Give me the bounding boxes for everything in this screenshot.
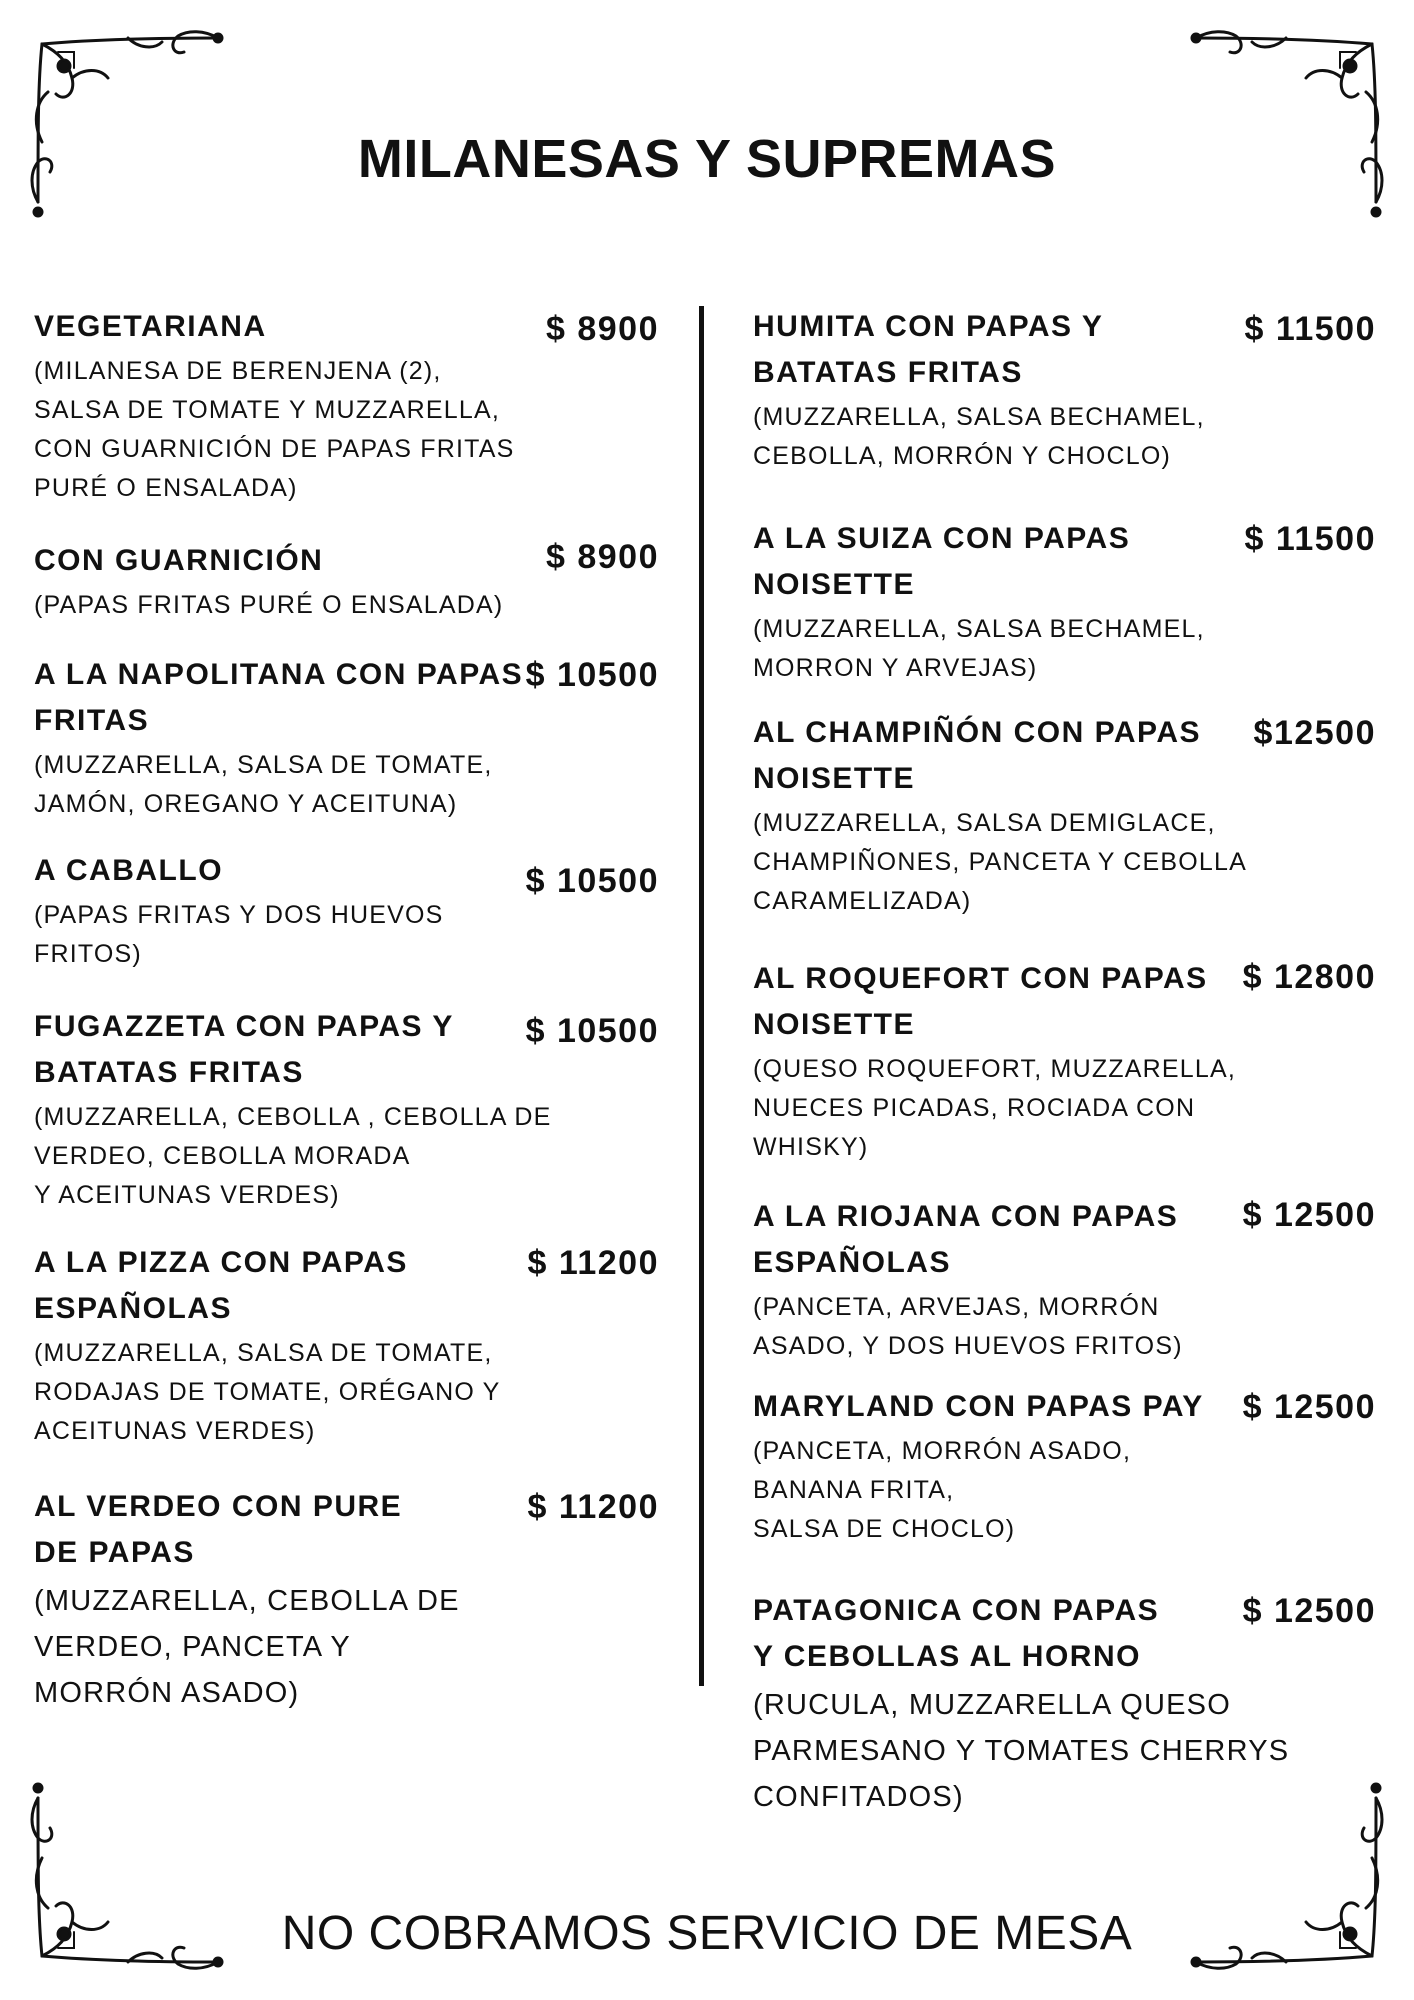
menu-item <box>34 848 444 974</box>
item-name: CON GUARNICIÓN <box>34 544 324 577</box>
item-description: (MUZZARELLA, SALSA DEMIGLACE, CHAMPIÑONES, PANCETA Y CEBOLLA CARAMELIZADA) <box>753 809 1248 915</box>
item-price: $12500 <box>1253 714 1376 752</box>
item-description: (MUZZARELLA, SALSA BECHAMEL, MORRON Y ARVEJAS) <box>753 615 1205 682</box>
menu-item <box>34 1484 460 1716</box>
item-price: $ 11500 <box>1244 520 1376 558</box>
menu-item <box>34 1240 501 1451</box>
item-name: AL VERDEO CON PURE DE PAPAS <box>34 1490 403 1569</box>
item-price: $ 12500 <box>1242 1196 1376 1234</box>
item-price: $ 12800 <box>1242 958 1376 996</box>
item-price: $ 8900 <box>546 310 659 348</box>
item-price: $ 11500 <box>1244 310 1376 348</box>
item-name: MARYLAND CON PAPAS PAY <box>753 1390 1204 1423</box>
item-description: (PANCETA, MORRÓN ASADO, BANANA FRITA, SALSA DE CHOCLO) <box>753 1437 1132 1543</box>
item-price: $ 12500 <box>1242 1388 1376 1426</box>
item-name: A LA SUIZA CON PAPAS NOISETTE <box>753 522 1131 601</box>
item-name: A LA RIOJANA CON PAPAS ESPAÑOLAS <box>753 1200 1179 1279</box>
menu-item <box>753 516 1205 688</box>
item-price: $ 11200 <box>527 1244 659 1282</box>
item-price: $ 10500 <box>525 656 659 694</box>
item-price: $ 12500 <box>1242 1592 1376 1630</box>
item-description: (MUZZARELLA, CEBOLLA DE VERDEO, PANCETA Y MORRÓN ASADO) <box>34 1585 460 1709</box>
item-name: A LA NAPOLITANA CON PAPAS FRITAS <box>34 658 524 737</box>
menu-item <box>34 652 523 824</box>
item-name: VEGETARIANA <box>34 310 267 343</box>
item-description: (QUESO ROQUEFORT, MUZZARELLA, NUECES PICADAS, ROCIADA CON WHISKY) <box>753 1055 1237 1161</box>
menu-item <box>34 1004 552 1215</box>
item-description: (PAPAS FRITAS Y DOS HUEVOS FRITOS) <box>34 901 444 968</box>
item-description: (MUZZARELLA, SALSA DE TOMATE, JAMÓN, OREGANO Y ACEITUNA) <box>34 751 493 818</box>
item-description: (PANCETA, ARVEJAS, MORRÓN ASADO, Y DOS HUEVOS FRITOS) <box>753 1293 1183 1360</box>
column-divider <box>699 306 704 1686</box>
item-name: PATAGONICA CON PAPAS Y CEBOLLAS AL HORNO <box>753 1594 1160 1673</box>
item-name: HUMITA CON PAPAS Y BATATAS FRITAS <box>753 310 1104 389</box>
item-price: $ 8900 <box>546 538 659 576</box>
menu-item <box>753 1384 1204 1549</box>
item-name: FUGAZZETA CON PAPAS Y BATATAS FRITAS <box>34 1010 454 1089</box>
item-price: $ 10500 <box>525 1012 659 1050</box>
item-name: A LA PIZZA CON PAPAS ESPAÑOLAS <box>34 1246 408 1325</box>
item-price: $ 11200 <box>527 1488 659 1526</box>
menu-item <box>753 1194 1183 1366</box>
item-price: $ 10500 <box>525 862 659 900</box>
menu-item <box>753 956 1236 1167</box>
menu-item <box>34 304 515 508</box>
item-description: (MUZZARELLA, CEBOLLA , CEBOLLA DE VERDEO, CEBOLLA MORADA Y ACEITUNAS VERDES) <box>34 1103 552 1209</box>
page-title: MILANESAS Y SUPREMAS <box>357 129 1057 189</box>
item-description: (MUZZARELLA, SALSA BECHAMEL, CEBOLLA, MORRÓN Y CHOCLO) <box>753 403 1205 470</box>
item-description: (RUCULA, MUZZARELLA QUESO PARMESANO Y TOMATES CHERRYS CONFITADOS) <box>753 1689 1290 1813</box>
item-name: AL ROQUEFORT CON PAPAS NOISETTE <box>753 962 1208 1041</box>
footer-note: NO COBRAMOS SERVICIO DE MESA <box>281 1907 1133 1960</box>
item-name: A CABALLO <box>34 854 224 887</box>
menu-item <box>753 1588 1289 1820</box>
item-name: AL CHAMPIÑÓN CON PAPAS NOISETTE <box>753 716 1202 795</box>
item-description: (PAPAS FRITAS PURÉ O ENSALADA) <box>34 591 504 619</box>
item-description: (MUZZARELLA, SALSA DE TOMATE, RODAJAS DE TOMATE, ORÉGANO Y ACEITUNAS VERDES) <box>34 1339 501 1445</box>
menu-item <box>753 304 1205 476</box>
item-description: (MILANESA DE BERENJENA (2), SALSA DE TOMATE Y MUZZARELLA, CON GUARNICIÓN DE PAPAS FRITAS PURÉ O ENSALADA) <box>34 357 515 502</box>
menu-item <box>34 538 503 625</box>
menu-item <box>753 710 1247 921</box>
corner-ornament-top-right <box>1176 22 1386 232</box>
corner-ornament-top-left <box>28 22 238 232</box>
